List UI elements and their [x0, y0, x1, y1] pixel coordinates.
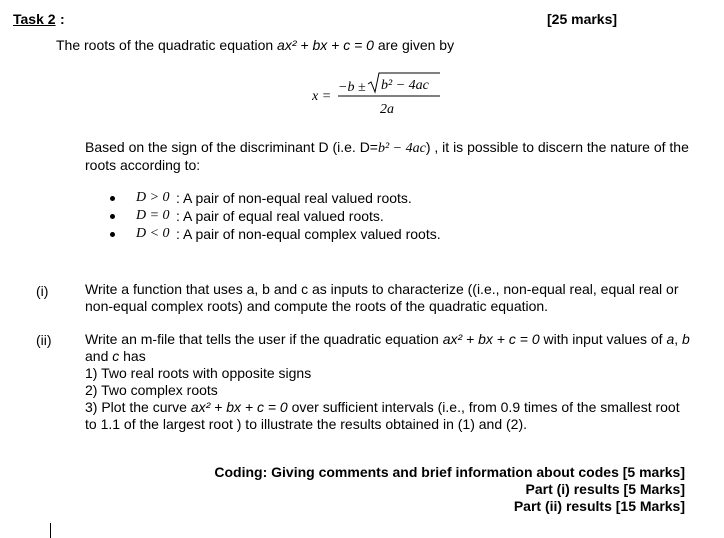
- formula-denominator: 2a: [380, 102, 394, 117]
- quadratic-formula: [312, 70, 442, 120]
- item3-prefix: 3) Plot the curve: [85, 399, 191, 415]
- case-text: : A pair of equal real valued roots.: [176, 208, 384, 224]
- marking-coding: Coding: Giving comments and brief information about codes [5 marks]: [214, 464, 685, 480]
- part-ii-equation: ax² + bx + c = 0: [442, 331, 540, 347]
- intro-equation: ax² + bx + c = 0: [277, 37, 374, 53]
- part-ii-item-3: [85, 399, 690, 433]
- intro-prefix: The roots of the quadratic equation: [56, 37, 278, 53]
- bullet-icon: [110, 214, 115, 219]
- case-condition: D < 0: [136, 226, 170, 241]
- text-cursor: [50, 523, 51, 538]
- item3-suffix: over sufficient intervals (i.e., from 0.9 times of the smallest root to 1.1 of the largest root ) to illustrate the results obtained in (1) and (2).: [85, 399, 680, 432]
- item3-equation: ax² + bx + c = 0: [190, 399, 288, 415]
- var-b: b: [682, 331, 690, 347]
- total-marks: [25 marks]: [547, 11, 618, 27]
- sep-comma: ,: [674, 331, 683, 347]
- part-ii-item-1: 1) Two real roots with opposite signs: [85, 365, 312, 381]
- part-ii-prefix: Write an m-file that tells the user if the quadratic equation: [85, 331, 443, 347]
- intro-suffix: are given by: [373, 37, 455, 53]
- var-c: c: [112, 348, 120, 364]
- intro-sentence: [56, 37, 454, 53]
- formula-radicand: b² − 4ac: [381, 78, 429, 93]
- part-ii-item-2: 2) Two complex roots: [85, 382, 218, 398]
- sep-and: and: [85, 348, 113, 364]
- task-title-colon: :: [60, 11, 65, 27]
- basis-prefix: Based on the sign of the discriminant D (i.e. D=: [85, 139, 378, 155]
- task-title: Task 2: [13, 11, 56, 27]
- var-a: a: [666, 331, 675, 347]
- case-text: : A pair of non-equal real valued roots.: [176, 190, 412, 206]
- bullet-icon: [110, 196, 115, 201]
- case-condition: D > 0: [136, 190, 170, 205]
- part-ii-block: [85, 331, 690, 433]
- marking-part-i: Part (i) results [5 Marks]: [525, 481, 685, 497]
- formula-lhs: x =: [312, 89, 332, 104]
- formula-numerator-sign: −b ±: [338, 80, 366, 95]
- part-ii-label: (ii): [36, 332, 52, 348]
- case-condition: D = 0: [136, 208, 170, 223]
- discriminant-paragraph: [85, 139, 690, 174]
- marking-part-ii: Part (ii) results [15 Marks]: [513, 498, 685, 514]
- part-ii-suffix: with input values of: [539, 331, 667, 347]
- basis-suffix: ) , it is possible to discern the nature of the roots according to:: [85, 139, 689, 173]
- part-i-text: Write a function that uses a, b and c as inputs to characterize ((i.e., non-equal real, equal real or non-equal complex roots) and compute the roots of the quadratic equation.: [85, 281, 679, 314]
- part-ii-has: has: [119, 348, 146, 364]
- basis-discriminant: b² − 4ac: [377, 141, 426, 156]
- part-i-label: (i): [36, 283, 49, 299]
- bullet-icon: [110, 232, 115, 237]
- case-text: : A pair of non-equal complex valued roots.: [176, 226, 441, 242]
- part-ii-intro: [85, 331, 690, 365]
